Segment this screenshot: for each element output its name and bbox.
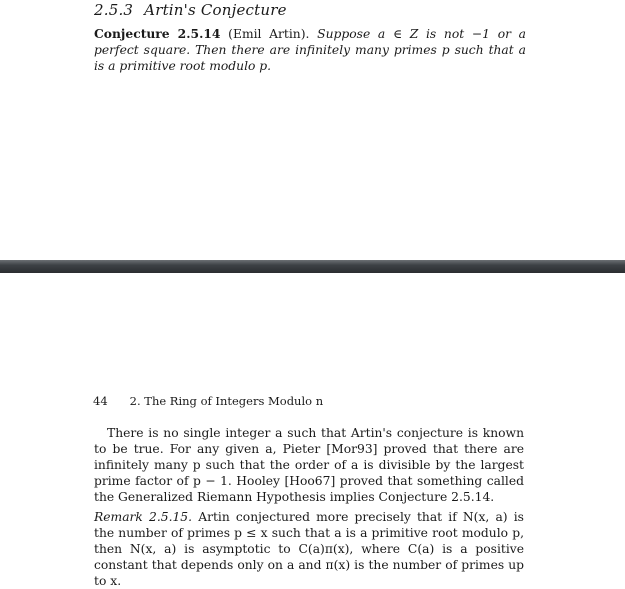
- conjecture-statement: Suppose a ∈ Z is not −1 or a perfect square. Then there are infinitely many primes p such that a is a primitive root modulo p.: [94, 27, 526, 73]
- remark-text: Artin conjectured more precisely that if N(x, a) is the number of primes p ≤ x such that a is a primitive root modulo p, then N(x, a) is asymptotic to C(a)π(x), where C(a) is a positive constant that depends only on a and π(x) is the number of primes up to x.: [94, 510, 524, 588]
- upper-page: [0, 0, 625, 260]
- page-divider: [0, 260, 625, 273]
- running-head: [93, 394, 323, 408]
- section-title: Artin's Conjecture: [144, 1, 287, 19]
- remark-label: Remark 2.5.15.: [94, 510, 193, 524]
- conjecture-attribution: (Emil Artin).: [228, 27, 310, 41]
- section-heading: [94, 1, 287, 19]
- chapter-title: 2. The Ring of Integers Modulo n: [129, 394, 324, 408]
- conjecture-block: [94, 26, 526, 74]
- remark-block: [94, 509, 524, 589]
- body-paragraph: There is no single integer a such that Artin's conjecture is known to be true. For any given a, Pieter [Mor93] proved that there are infinitely many p such that the order of a is divisible by the largest prime factor of p − 1. Hooley [Hoo67] proved that something called the Generalized Riemann Hypothesis implies Conjecture 2.5.14.: [94, 426, 524, 504]
- section-number: 2.5.3: [94, 1, 134, 19]
- page-number: 44: [93, 394, 108, 408]
- conjecture-label: Conjecture 2.5.14: [94, 26, 221, 41]
